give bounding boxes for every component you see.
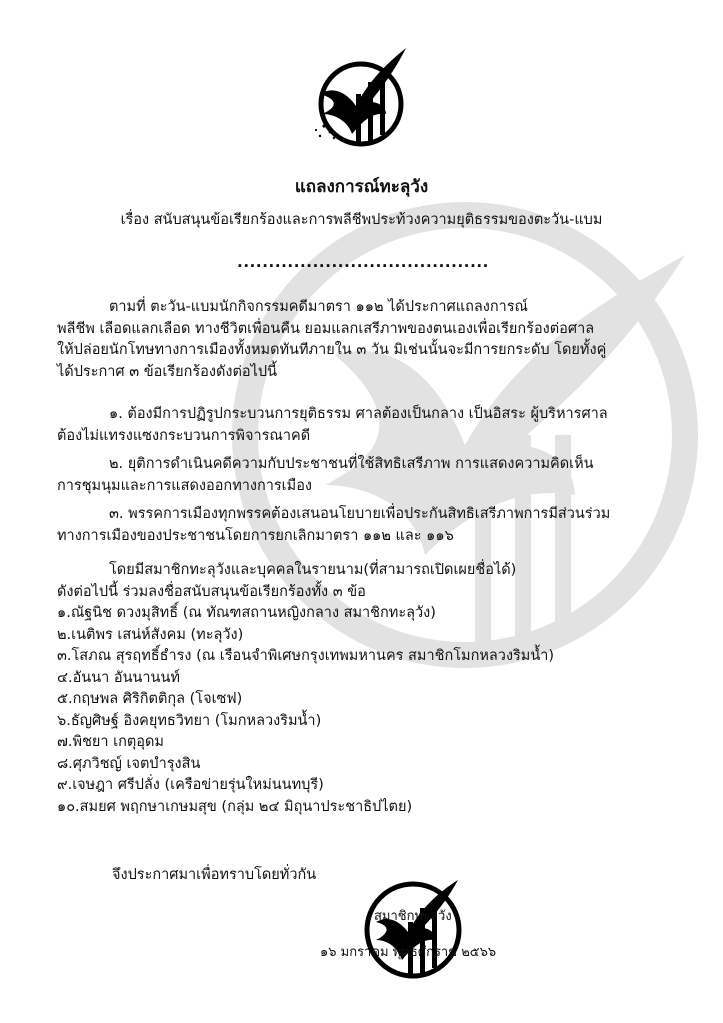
signer-item: ๙.เจษฎา ศรีปลั่ง (เครือข่ายรุ่นใหม่นนทบุรี) [57,777,324,793]
intro-line: พลีชีพ เลือดแลกเลือด ทางชีวิตเพื่อนคืน ยอมแลกเสรีภาพของตนเองเพื่อเรียกร้องต่อศาล [57,320,595,337]
demand-line: การชุมนุมและการแสดงออกทางการเมือง [57,477,312,494]
signer-item: ๕.กฤษพล ศิริกิตติกุล (โจเซฟ) [57,691,243,707]
demand-line: ต้องไม่แทรงแซงกระบวนการพิจารณาคดี [57,427,311,444]
signer-item: ๘.ศุภวิชญ์ เจตบำรุงสิน [57,755,201,772]
tha-lu-wang-logo [308,42,408,152]
closing-line: จึงประกาศมาเพื่อทราบโดยทั่วกัน [112,867,317,883]
signer-item: ๑๐.สมยศ พฤกษาเกษมสุข (กลุ่ม ๒๔ มิถุนาประชาธิปไตย) [57,798,413,815]
demand-item [57,404,697,447]
signers-intro-line: ดังต่อไปนี้ ร่วมลงชื่อสนับสนุนข้อเรียกร้องทั้ง ๓ ข้อ [57,583,366,600]
signers-intro-line: โดยมีสมาชิกทะลุวังและบุคคลในรายนาม(ที่สามารถเปิดเผยชื่อได้) [109,562,517,578]
dotted-separator: ........................................ [237,253,489,271]
intro-line: ตามที่ ตะวัน-แบมนักกิจกรรมคดีมาตรา ๑๑๒ ได้ประกาศแถลงการณ์ [109,299,528,315]
signer-item: ๒.เนติพร เสน่ห์สังคม (ทะลุวัง) [57,626,244,643]
demand-line: ๒. ยุติการดำเนินคดีความกับประชาชนที่ใช้สิทธิเสรีภาพ การแสดงความคิดเห็น [109,456,594,472]
intro-line: ให้ปล่อยนักโทษทางการเมืองทั้งหมดทันทีภายใน ๓ วัน มิเช่นนั้นจะมีการยกระดับ โดยทั้งคู่ [57,342,607,358]
signer-item: ๔.อันนา อันนานนท์ [57,669,180,686]
statement-title: แถลงการณ์ทะลุวัง [294,177,429,197]
demands-list [57,404,697,554]
signature-date: ๑๖ มกราคม พุทธศักราช ๒๕๖๖ [320,945,497,960]
demand-line: ๑. ต้องมีการปฏิรูปกระบวนการยุติธรรม ศาลต้องเป็นกลาง เป็นอิสระ ผู้บริหารศาล [109,406,608,422]
demand-item [57,454,697,497]
demand-line: ทางการเมืองของประชาชนโดยการยกเลิกมาตรา ๑๑๒ และ ๑๑๖ [57,527,454,544]
demand-line: ๓. พรรคการเมืองทุกพรรคต้องเสนอนโยบายเพื่อประกันสิทธิเสรีภาพการมีส่วนร่วม [109,506,611,522]
signers-section [57,560,697,818]
intro-line: ได้ประกาศ ๓ ข้อเรียกร้องดังต่อไปนี้ [57,363,277,380]
stamp-logo [358,868,468,988]
signer-item: ๑.ณัฐนิช ดวงมุสิทธิ์ (ณ ทัณฑสถานหญิงกลาง สมาชิกทะลุวัง) [57,605,436,621]
intro-paragraph [57,297,697,383]
signature-label: สมาชิกทะลุวัง [374,909,452,924]
signer-item: ๗.พิชยา เกตุอุดม [57,734,164,750]
statement-subject: เรื่อง สนับสนุนข้อเรียกร้องและการพลีชีพประท้วงความยุติธรรมของตะวัน-แบม [120,212,603,228]
demand-item [57,504,697,547]
signer-item: ๓.โสภณ สุรฤทธิ์ธำรง (ณ เรือนจำพิเศษกรุงเทพมหานคร สมาชิกโมกหลวงริมน้ำ) [57,648,555,664]
signer-item: ๖.ธัญศิษฐ์ อิงคยุทธวิทยา (โมกหลวงริมน้ำ) [57,712,322,729]
